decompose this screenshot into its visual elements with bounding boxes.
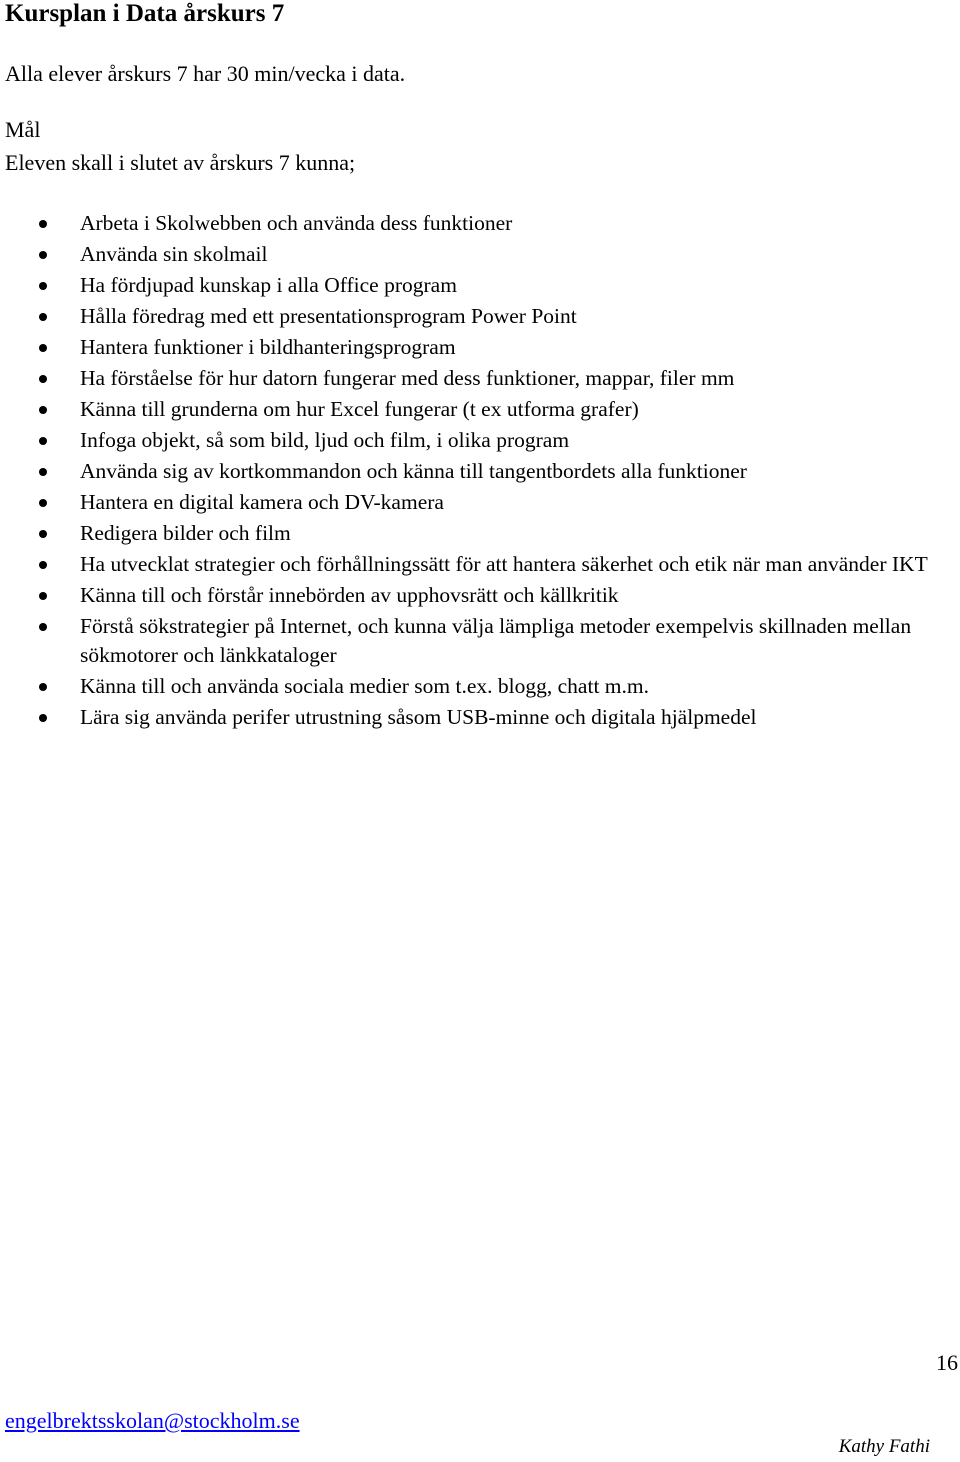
list-item-text: Känna till och förstår innebörden av upphovsrätt och källkritik bbox=[80, 583, 619, 607]
page-number: 16 bbox=[936, 1350, 958, 1375]
bullet-icon bbox=[39, 344, 47, 352]
bullet-icon bbox=[39, 313, 47, 321]
goal-lead-text: Eleven skall i slutet av årskurs 7 kunna; bbox=[5, 150, 356, 175]
list-item-text: Känna till grunderna om hur Excel fungerar (t ex utforma grafer) bbox=[80, 397, 639, 421]
list-item-text: Ha fördjupad kunskap i alla Office program bbox=[80, 273, 457, 297]
bullet-icon bbox=[39, 220, 47, 228]
bullet-icon bbox=[39, 406, 47, 414]
intro-text: Alla elever årskurs 7 har 30 min/vecka i data. bbox=[5, 61, 406, 86]
list-item-text: Infoga objekt, så som bild, ljud och film, i olika program bbox=[80, 428, 570, 452]
footer-email-link[interactable]: engelbrektsskolan@stockholm.se bbox=[5, 1408, 300, 1433]
list-item-text: Förstå sökstrategier på Internet, och kunna välja lämpliga metoder exempelvis skillnaden mellan sökmotorer och länkkataloger bbox=[80, 614, 912, 667]
footer-author: Kathy Fathi bbox=[838, 1436, 930, 1457]
bullet-icon bbox=[39, 499, 47, 507]
list-item bbox=[0, 364, 940, 393]
bullet-icon bbox=[39, 375, 47, 383]
bullet-icon bbox=[39, 623, 47, 631]
bullet-icon bbox=[39, 683, 47, 691]
list-item bbox=[0, 519, 940, 548]
list-item bbox=[0, 209, 940, 238]
list-item-text: Hålla föredrag med ett presentationsprogram Power Point bbox=[80, 304, 577, 328]
list-item bbox=[0, 333, 940, 362]
list-item-text: Lära sig använda perifer utrustning såsom USB-minne och digitala hjälpmedel bbox=[80, 705, 757, 729]
list-item-text: Ha förståelse för hur datorn fungerar med dess funktioner, mappar, filer mm bbox=[80, 366, 735, 390]
list-item bbox=[0, 703, 940, 732]
list-item bbox=[0, 581, 940, 610]
list-item bbox=[0, 395, 940, 424]
list-item bbox=[0, 550, 940, 579]
goal-heading: Mål bbox=[5, 117, 41, 142]
list-item bbox=[0, 426, 940, 455]
list-item-text: Känna till och använda sociala medier som t.ex. blogg, chatt m.m. bbox=[80, 674, 649, 698]
list-item bbox=[0, 271, 940, 300]
list-item bbox=[0, 302, 940, 331]
page-title: Kursplan i Data årskurs 7 bbox=[5, 0, 285, 27]
bullet-icon bbox=[39, 561, 47, 569]
bullet-icon bbox=[39, 468, 47, 476]
bullet-icon bbox=[39, 592, 47, 600]
list-item bbox=[0, 488, 940, 517]
bullet-icon bbox=[39, 437, 47, 445]
bullet-icon bbox=[39, 282, 47, 290]
list-item-text: Hantera funktioner i bildhanteringsprogram bbox=[80, 335, 456, 359]
bullet-icon bbox=[39, 251, 47, 259]
bullet-icon bbox=[39, 714, 47, 722]
list-item-text: Använda sig av kortkommandon och känna till tangentbordets alla funktioner bbox=[80, 459, 747, 483]
list-item-text: Ha utvecklat strategier och förhållningssätt för att hantera säkerhet och etik när man använder IKT bbox=[80, 552, 928, 576]
bullet-icon bbox=[39, 530, 47, 538]
goal-list bbox=[0, 209, 940, 734]
list-item-text: Använda sin skolmail bbox=[80, 242, 268, 266]
list-item-text: Redigera bilder och film bbox=[80, 521, 291, 545]
list-item bbox=[0, 672, 940, 701]
list-item-text: Arbeta i Skolwebben och använda dess funktioner bbox=[80, 211, 513, 235]
list-item bbox=[0, 612, 940, 670]
list-item bbox=[0, 457, 940, 486]
list-item-text: Hantera en digital kamera och DV-kamera bbox=[80, 490, 444, 514]
list-item bbox=[0, 240, 940, 269]
